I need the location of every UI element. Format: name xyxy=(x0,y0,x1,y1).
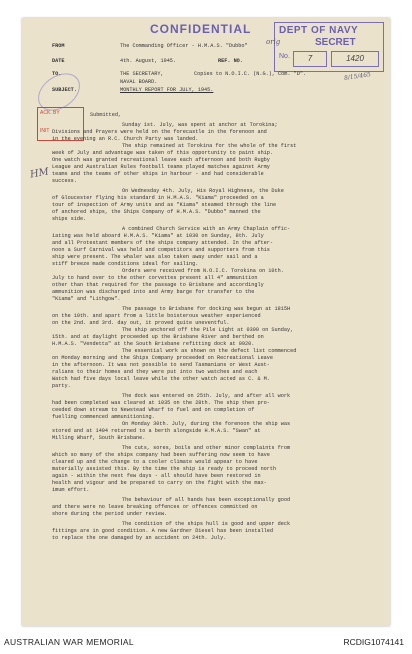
body-line: fittings are in good condition. A new Gardner Diesel has been installed xyxy=(52,528,274,534)
body-line: in the evening an R.C. Church Party was landed. xyxy=(52,136,199,142)
body-line: which so many of the ships company had been suffering now seem to have xyxy=(52,452,270,458)
to-label: TO. xyxy=(52,71,62,77)
footer-institution: AUSTRALIAN WAR MEMORIAL xyxy=(4,637,134,647)
body-line: health and vigour and be prepared to carry on the fight with the max- xyxy=(52,480,267,486)
body-line: tour of inspection of Army units and as "Kiama" steamed through the line xyxy=(52,202,277,208)
body-line: on the 10th. and apart from a little boisterous weather experienced xyxy=(52,313,261,319)
date-label: DATE xyxy=(52,58,65,64)
body-line: fuelling commenced ammunitioning. xyxy=(52,414,155,420)
body-line: 15th. and at daylight proceeded up the Brisbane River and berthed on xyxy=(52,334,264,340)
body-line: Milling Wharf, South Brisbane. xyxy=(52,435,146,441)
handwritten-ref: 8/15/465 xyxy=(343,71,372,82)
body-line: The cuts, sores, boils and other minor complaints from xyxy=(122,445,291,451)
archive-footer xyxy=(0,632,412,654)
body-line: One watch was granted recreational leave each afternoon and both Rugby xyxy=(52,157,270,163)
stamp-number-a: 7 xyxy=(293,51,327,67)
body-line: "Kiama" and "Lithgow". xyxy=(52,296,121,302)
handwritten-orig: orig xyxy=(266,38,281,46)
body-line: and there were no leave breaking offences or offences committed on xyxy=(52,504,258,510)
to-copies: Copies to N.O.I.C. (N.G.), Com. "D". xyxy=(194,71,307,77)
red-stamp-line2: INIT xyxy=(40,128,50,134)
body-line: The condition of the ships hull is good and upper deck xyxy=(122,521,291,527)
to-line2: NAVAL BOARD. xyxy=(120,79,158,85)
body-line: on Monday morning and the Ships Company proceeded on Recreational Leave xyxy=(52,355,274,361)
from-label: FROM xyxy=(52,43,65,49)
red-stamp-line1: ACK. BY xyxy=(40,110,60,116)
subject-value: MONTHLY REPORT FOR JULY, 1945. xyxy=(120,87,214,93)
body-line: ammunition was discharged into and Army barge for transfer to the xyxy=(52,289,255,295)
body-line: The behaviour of all hands has been exceptionally good xyxy=(122,497,291,503)
body-line: H.M.A.S. "Vendetta" at the South Brisbane refitting dock at 0920. xyxy=(52,341,255,347)
body-line: On Monday 30th. July, during the forenoon the ship was xyxy=(122,421,291,427)
ref-label: REF. NO. xyxy=(218,58,243,64)
body-line: The dock was entered on 25th. July, and after all work xyxy=(122,393,291,399)
body-line: imum effort. xyxy=(52,487,90,493)
body-line: had been completed was cleared at 1035 on the 28th. The ship then pro- xyxy=(52,400,270,406)
body-line: stored and at 1404 returned to a berth alongside H.M.A.S. "Swan" at xyxy=(52,428,261,434)
stamp-number-b: 1420 xyxy=(331,51,379,67)
handwritten-margin-initials: HM xyxy=(29,166,50,181)
body-line: ceeded down stream to Newstead Wharf to fuel and on completion of xyxy=(52,407,255,413)
body-line: on the 2nd. and 3rd. day out, it proved quite uneventful. xyxy=(52,320,230,326)
body-line: On Wednesday 4th. July, His Royal Highness, the Duke xyxy=(122,188,284,194)
to-value: THE SECRETARY, xyxy=(120,71,164,77)
date-value: 4th. August, 1945. xyxy=(120,58,177,64)
from-value: The Commanding Officer - H.M.A.S. "Dubbo" xyxy=(120,43,248,49)
body-line: to replace the one damaged by an accident on 24th. July. xyxy=(52,535,227,541)
body-line: iating was held aboard H.M.A.S. "Kiama" at 1030 on Sunday, 8th. July xyxy=(52,233,264,239)
body-line: success. xyxy=(52,178,77,184)
body-line: Sunday 1st. July, was spent at anchor at Torokina; xyxy=(122,122,278,128)
body-line: party. xyxy=(52,383,71,389)
body-line: in the afternoon. It was not possible to send Tasmanians or West Aust- xyxy=(52,362,270,368)
body-line: Watch had five days local leave while the other watch acted as C. & M. xyxy=(52,376,270,382)
body-line: stiff breeze made conditions ideal for sailing. xyxy=(52,261,199,267)
stamp-no-label: No. xyxy=(279,53,290,60)
document-page xyxy=(22,18,390,626)
navy-secret-stamp xyxy=(274,22,384,72)
body-line: League and Australian Rules football teams played matches against Army xyxy=(52,164,270,170)
footer-record-id: RCDIG1074141 xyxy=(343,637,404,647)
body-line: cleared up and the change to a cooler climate would appear to have xyxy=(52,459,258,465)
body-line: and all Protestant members of the ships company attended. In the after- xyxy=(52,240,274,246)
body-line: A combined Church Service with an Army Chaplain offic- xyxy=(122,226,291,232)
confidential-heading: CONFIDENTIAL xyxy=(150,22,252,36)
body-line: of anchored ships, the Ships Company of H.M.A.S. "Dubbo" manned the xyxy=(52,209,261,215)
body-line: The essential work as shown on the defect list commenced xyxy=(122,348,297,354)
body-line: The ship anchored off the Pile Light at 0300 on Sunday, xyxy=(122,327,294,333)
body-line: of Gloucester flying his standard in H.M.A.S. "Kiama" proceeded on a xyxy=(52,195,264,201)
body-line: teams and the teams of other ships in harbour - and had considerable xyxy=(52,171,264,177)
body-line: ship were present. The whaler was also taken away under sail and a xyxy=(52,254,258,260)
body-line: week of July and advantage was taken of this opportunity to paint ship. xyxy=(52,150,274,156)
stamp-dept-text: DEPT OF NAVY xyxy=(279,25,359,36)
subject-label: SUBJECT. xyxy=(52,87,77,93)
body-line: Orders were received from N.O.I.C. Torokina on 10th. xyxy=(122,268,284,274)
body-line: July to hand over to the other corvettes present all 4" ammunition xyxy=(52,275,258,281)
body-line: Divisions and Prayers were held on the forecastle in the forenoon and xyxy=(52,129,267,135)
body-line: shore during the period under review. xyxy=(52,511,168,517)
body-line: The passage to Brisbane for docking was begun at 1815H xyxy=(122,306,291,312)
body-line: The ship remained at Torokina for the whole of the first xyxy=(122,143,297,149)
body-line: again - within the next few days - all should have been restored in xyxy=(52,473,261,479)
body-line: ralians to their homes and they were put into two watches and each xyxy=(52,369,258,375)
stamp-secret-text: SECRET xyxy=(315,37,356,48)
submitted-line: Submitted, xyxy=(90,112,122,118)
body-line: noon a Surf Carnival was held and competitors and supporters from this xyxy=(52,247,270,253)
body-line: ships side. xyxy=(52,216,87,222)
body-line: materially assisted this. By the time the ship is ready to proceed north xyxy=(52,466,277,472)
body-line: other than that required for the passage to Brisbane and accordingly xyxy=(52,282,264,288)
